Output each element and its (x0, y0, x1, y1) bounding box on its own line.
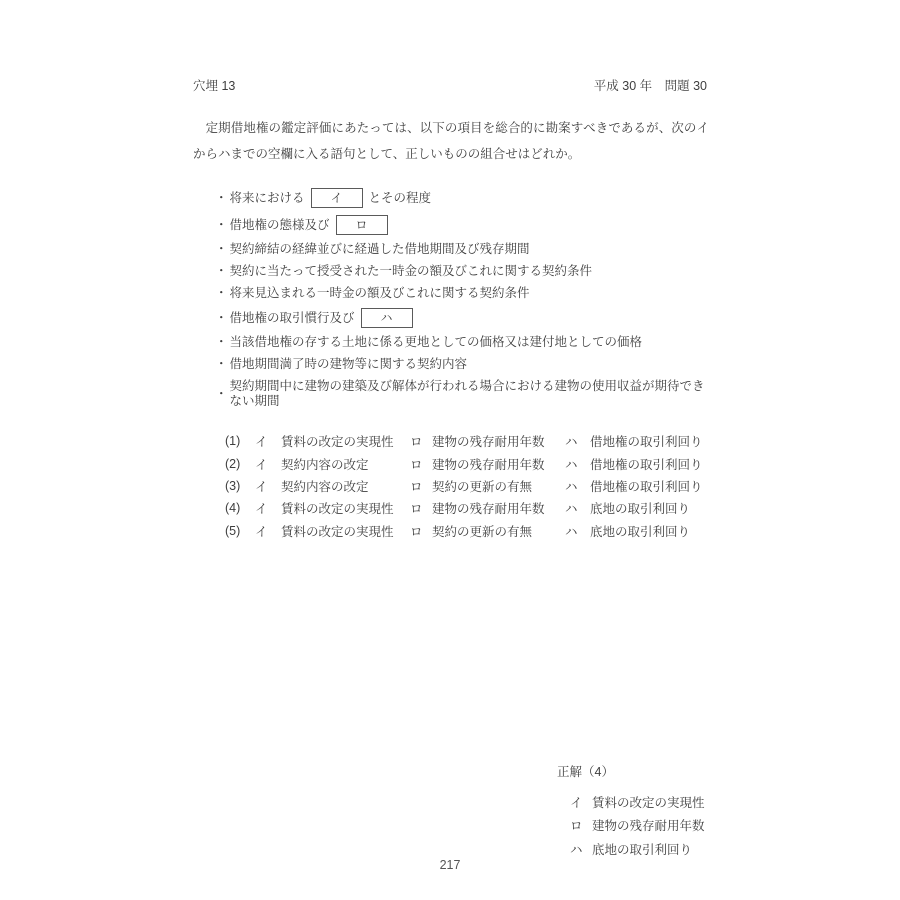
option-number: (2) (225, 456, 241, 471)
option-ha-mark: ハ (565, 502, 578, 517)
bullet-marker: ・ (215, 217, 228, 232)
option-ha-mark: ハ (565, 457, 578, 472)
option-i-mark: イ (255, 524, 268, 539)
page-number: 217 (439, 858, 461, 872)
answer-line-i (570, 790, 705, 814)
answer-ro-text: 建物の残存耐用年数 (592, 819, 705, 834)
list-item (215, 286, 715, 301)
option-row-2 (225, 452, 703, 474)
option-i-text: 契約内容の改定 (281, 457, 369, 472)
option-ro-text: 建物の残存耐用年数 (432, 502, 545, 517)
blank-box-i: イ (311, 188, 363, 208)
option-row-1 (225, 430, 703, 452)
bullet-marker: ・ (215, 190, 228, 205)
bullet-marker: ・ (215, 242, 228, 256)
option-ro-text: 契約の更新の有無 (432, 524, 533, 539)
option-i-mark: イ (255, 479, 268, 494)
bullet-marker: ・ (215, 286, 228, 300)
bullet-marker: ・ (215, 386, 228, 401)
bullet-marker: ・ (215, 310, 228, 325)
question-intro: 定期借地権の鑑定評価にあたっては、以下の項目を総合的に勘案すべきであるが、次のイからハまでの空欄に入る語句として、正しいものの組合せはどれか。 (193, 121, 709, 161)
option-i-mark: イ (255, 457, 268, 472)
option-i-text: 賃料の改定の実現性 (281, 435, 394, 450)
blank-box-ro: ロ (336, 215, 388, 235)
list-item (215, 264, 715, 279)
bullet-marker: ・ (215, 264, 228, 278)
option-i-text: 賃料の改定の実現性 (281, 524, 394, 539)
list-item-text: 借地権の取引慣行及び (229, 310, 355, 325)
blank-box-ha: ハ (361, 308, 413, 328)
list-item-text: 将来における (229, 190, 305, 205)
answer-ha-mark: ハ (570, 842, 583, 857)
answer-line-ha (570, 837, 705, 861)
list-item (215, 379, 715, 409)
option-ro-mark: ロ (410, 502, 423, 517)
option-ro-mark: ロ (410, 479, 423, 494)
list-item-text: 将来見込まれる一時金の額及びこれに関する契約条件 (229, 286, 530, 300)
option-ha-text: 借地権の取引利回り (590, 457, 703, 472)
option-ha-mark: ハ (565, 479, 578, 494)
answer-options (225, 430, 703, 542)
option-ro-mark: ロ (410, 524, 423, 539)
answer-line-ro (570, 814, 705, 838)
option-i-mark: イ (255, 435, 268, 450)
bullet-marker: ・ (215, 357, 228, 371)
option-i-text: 契約内容の改定 (281, 479, 369, 494)
answer-i-text: 賃料の改定の実現性 (592, 795, 705, 810)
header-section-label: 穴埋 13 (193, 79, 236, 93)
consideration-list (215, 188, 715, 416)
option-row-5 (225, 520, 703, 542)
option-ro-mark: ロ (410, 457, 423, 472)
option-ha-text: 底地の取引利回り (590, 502, 691, 517)
list-item-text: 借地権の態様及び (229, 217, 330, 232)
option-number: (1) (225, 434, 241, 449)
option-number: (5) (225, 523, 241, 538)
list-item-text: 契約締結の経緯並びに経過した借地期間及び残存期間 (229, 242, 530, 256)
list-item (215, 215, 715, 235)
option-number: (4) (225, 501, 241, 516)
option-row-3 (225, 475, 703, 497)
option-ha-text: 底地の取引利回り (590, 524, 691, 539)
list-item-text: 借地期間満了時の建物等に関する契約内容 (229, 357, 468, 371)
option-ro-text: 建物の残存耐用年数 (432, 457, 545, 472)
option-ha-mark: ハ (565, 435, 578, 450)
answer-i-mark: イ (570, 795, 583, 810)
option-ha-text: 借地権の取引利回り (590, 435, 703, 450)
list-item-text: 当該借地権の存する土地に係る更地としての価格又は建付地としての価格 (229, 335, 643, 349)
answer-title: 正解（4） (557, 765, 614, 779)
option-ha-text: 借地権の取引利回り (590, 479, 703, 494)
option-i-mark: イ (255, 502, 268, 517)
list-item-text: 契約期間中に建物の建築及び解体が行われる場合における建物の使用収益が期待できない期間 (229, 379, 705, 408)
list-item (215, 188, 715, 208)
list-item (215, 308, 715, 328)
list-item (215, 242, 715, 257)
option-number: (3) (225, 478, 241, 493)
option-i-text: 賃料の改定の実現性 (281, 502, 394, 517)
list-item-text: 契約に当たって授受された一時金の額及びこれに関する契約条件 (229, 264, 593, 278)
option-ro-text: 契約の更新の有無 (432, 479, 533, 494)
answer-key (557, 762, 705, 861)
answer-ha-text: 底地の取引利回り (592, 842, 693, 857)
list-item (215, 335, 715, 350)
option-ro-text: 建物の残存耐用年数 (432, 435, 545, 450)
option-ha-mark: ハ (565, 524, 578, 539)
answer-ro-mark: ロ (570, 819, 583, 834)
bullet-marker: ・ (215, 335, 228, 349)
page-header (193, 76, 707, 94)
list-item (215, 357, 715, 372)
list-item-text: とその程度 (368, 190, 432, 205)
option-row-4 (225, 497, 703, 519)
header-exam-label: 平成 30 年 問題 30 (593, 79, 707, 93)
option-ro-mark: ロ (410, 435, 423, 450)
